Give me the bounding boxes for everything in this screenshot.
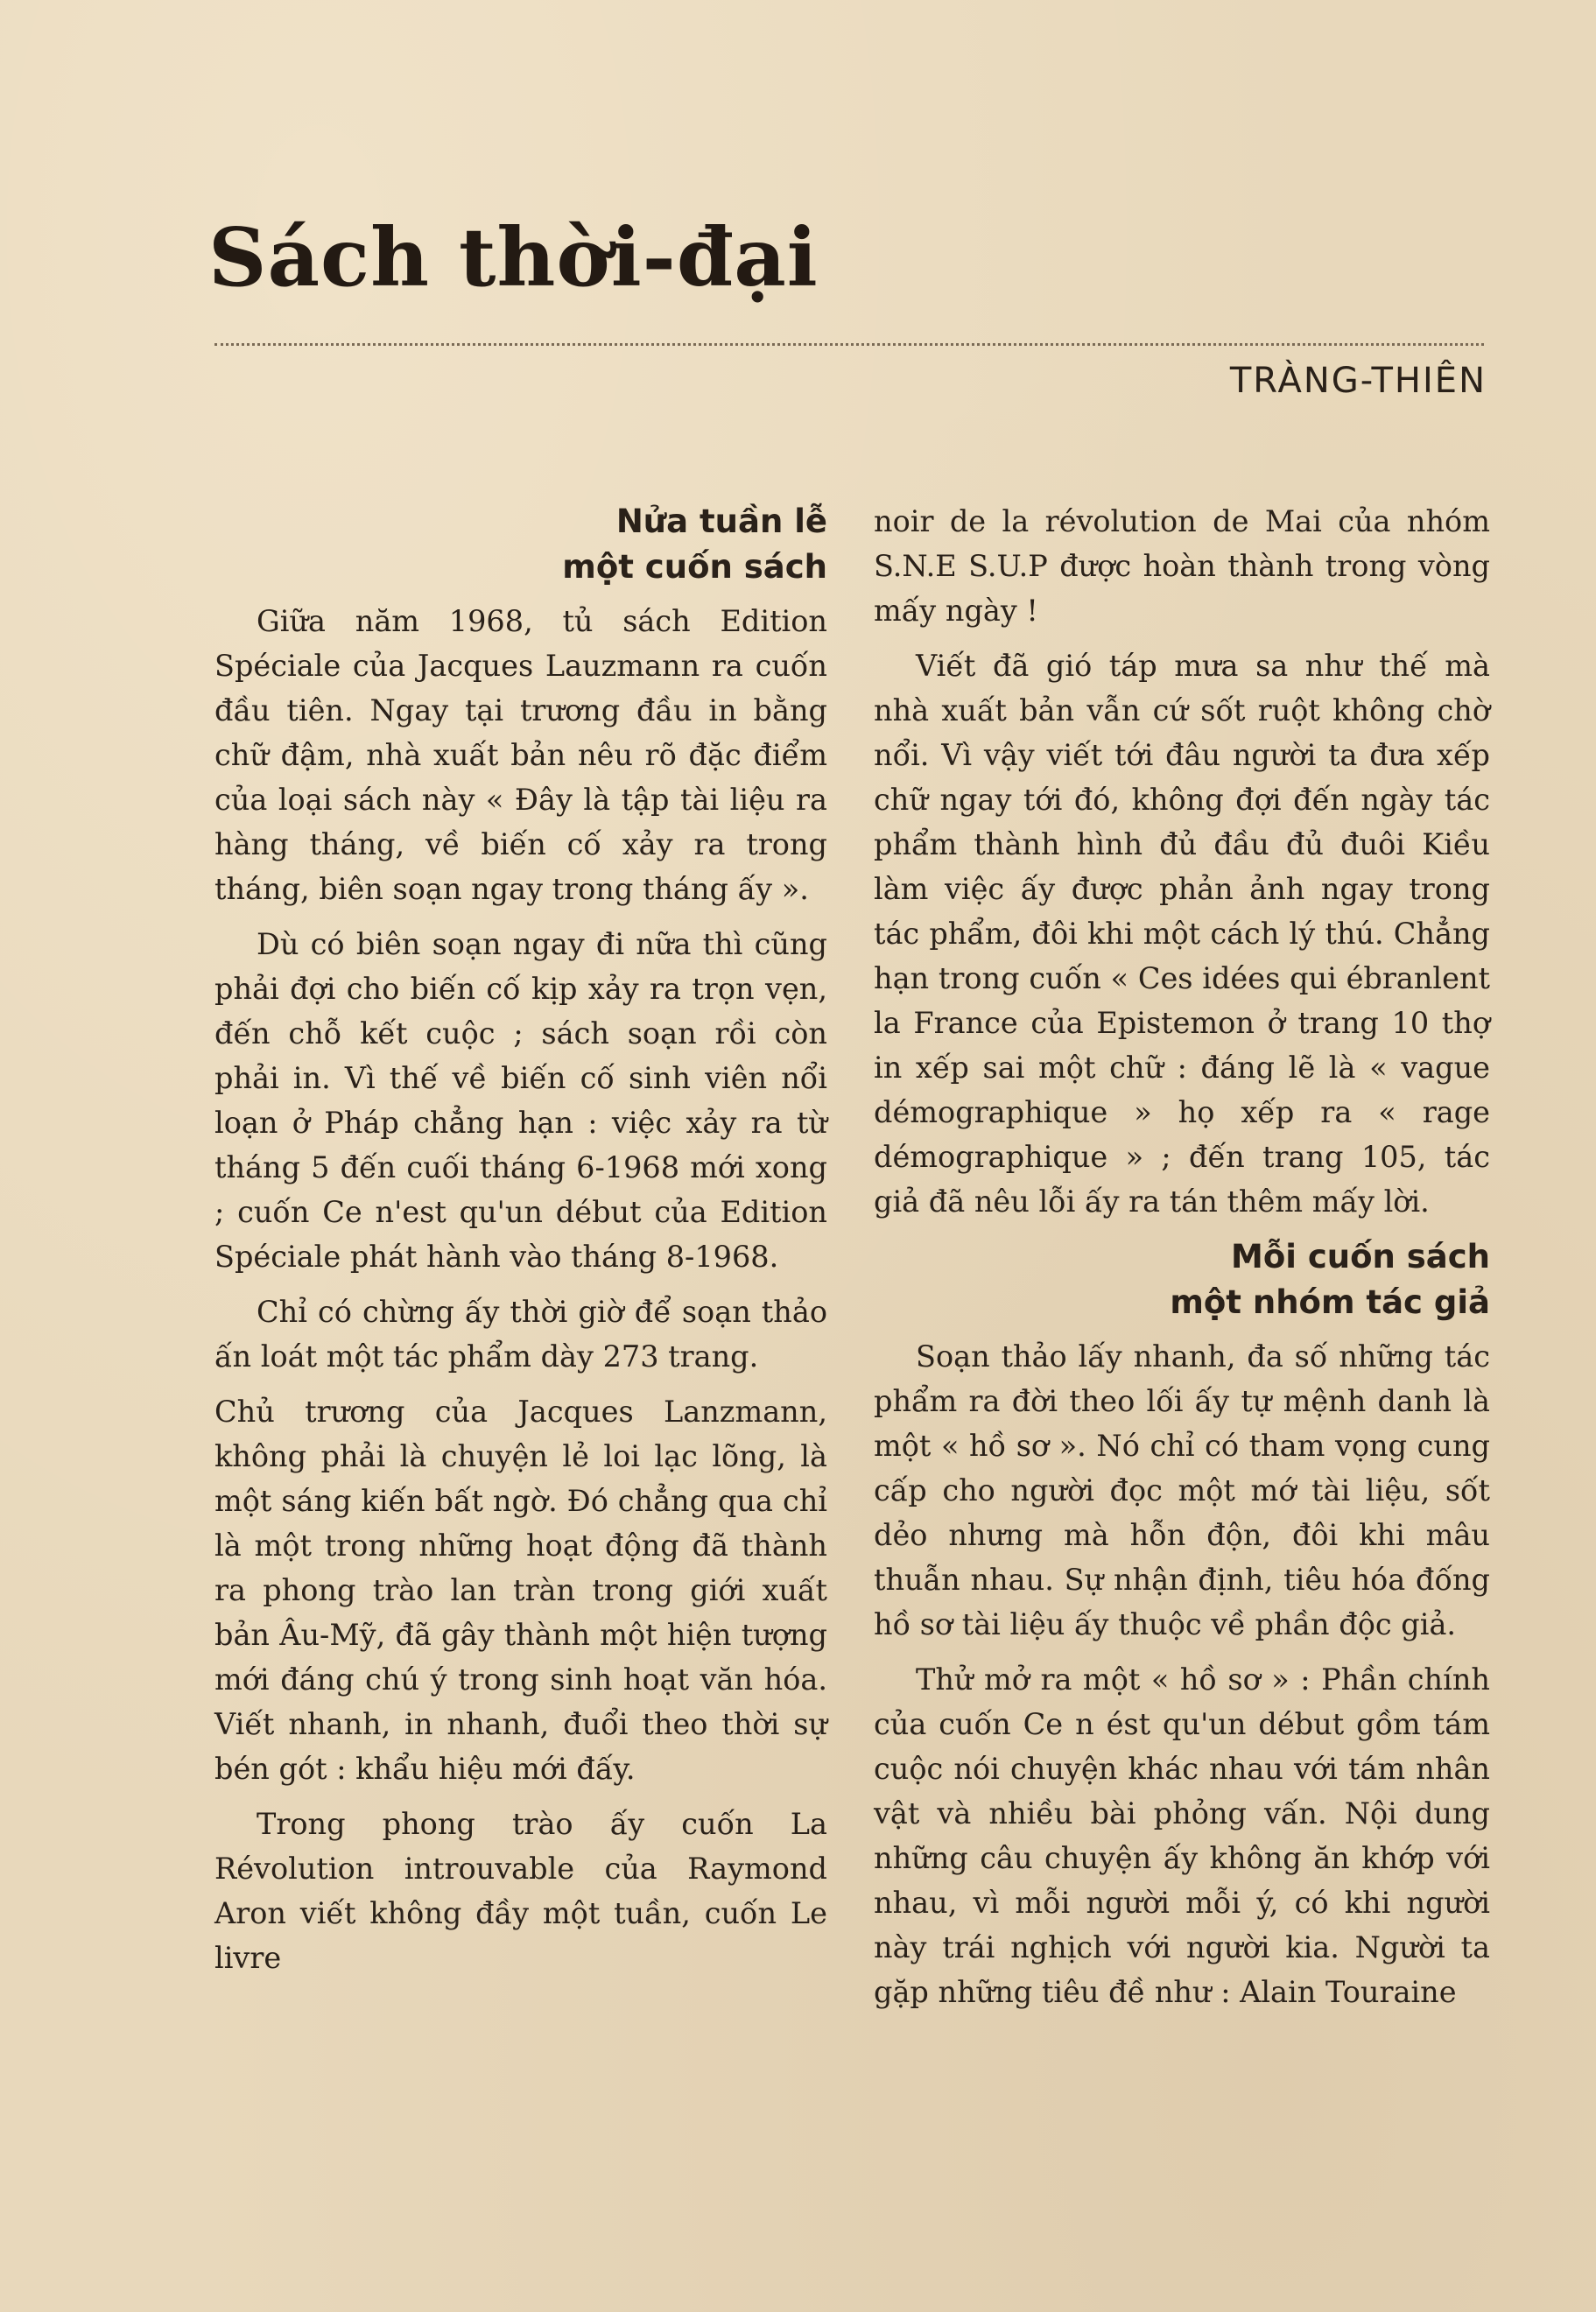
section-heading-1: [214, 499, 827, 590]
heading-line: một nhóm tác giả: [1170, 1283, 1490, 1321]
section-heading-2: [874, 1234, 1490, 1325]
heading-line: Mỗi cuốn sách: [1231, 1238, 1490, 1275]
paragraph: Chủ trương của Jacques Lanzmann, không phải là chuyện lẻ loi lạc lõng, là một sáng kiến bất ngờ. Đó chẳng qua chỉ là một trong những hoạt động đã thành ra phong trào lan tràn trong giới xuất bản Âu-Mỹ, đã gây thành một hiện tượng mới đáng chú ý trong sinh hoạt văn hóa. Viết nhanh, in nhanh, đuổi theo thời sự bén gót : khẩu hiệu mới đấy.: [214, 1395, 827, 1786]
paragraph: Giữa năm 1968, tủ sách Edition Spéciale của Jacques Lauzmann ra cuốn đầu tiên. Ngay tại trương đầu in bằng chữ đậm, nhà xuất bản nêu rõ đặc điểm của loại sách này « Đây là tập tài liệu ra hàng tháng, về biến cố xảy ra trong tháng, biên soạn ngay trong tháng ấy ».: [214, 604, 827, 906]
paragraph: Trong phong trào ấy cuốn La Révolution introuvable của Raymond Aron viết không đầy một tuần, cuốn Le livre: [214, 1807, 827, 1975]
right-column: [874, 499, 1490, 2025]
paragraph: Chỉ có chừng ấy thời giờ để soạn thảo ấn loát một tác phẩm dày 273 trang.: [214, 1295, 827, 1374]
paragraph: Viết đã gió táp mưa sa như thế mà nhà xuất bản vẫn cứ sốt ruột không chờ nổi. Vì vậy viết tới đâu người ta đưa xếp chữ ngay tới đó, không đợi đến ngày tác phẩm thành hình đủ đầu đủ đuôi Kiều làm việc ấy được phản ảnh ngay trong tác phẩm, đôi khi một cách lý thú. Chẳng hạn trong cuốn « Ces idées qui ébranlent la France của Epistemon ở trang 10 thợ in xếp sai một chữ : đáng lẽ là « vague démographique » họ xếp ra « rage démographique » ; đến trang 105, tác giả đã nêu lỗi ấy ra tán thêm mấy lời.: [874, 649, 1490, 1219]
paragraph: noir de la révolution de Mai của nhóm S.N.E S.U.P được hoàn thành trong vòng mấy ngày !: [874, 504, 1490, 628]
heading-line: một cuốn sách: [562, 548, 827, 586]
paragraph: Thử mở ra một « hồ sơ » : Phần chính của cuốn Ce n ést qu'un début gồm tám cuộc nói chuyện khác nhau với tám nhân vật và nhiều bài phỏng vấn. Nội dung những câu chuyện ấy không ăn khớp với nhau, vì mỗi người mỗi ý, có khi người này trái nghịch với người kia. Người ta gặp những tiêu đề như : Alain Touraine: [874, 1662, 1490, 2009]
author-name: TRÀNG-THIÊN: [1229, 361, 1487, 401]
title-divider: [214, 343, 1484, 346]
article-title: Sách thời-đại: [208, 210, 819, 305]
heading-line: Nửa tuần lễ: [615, 502, 827, 540]
paragraph: Soạn thảo lấy nhanh, đa số những tác phẩm ra đời theo lối ấy tự mệnh danh là một « hồ sơ ». Nó chỉ có tham vọng cung cấp cho người đọc một mớ tài liệu, sốt dẻo nhưng mà hỗn độn, đôi khi mâu thuẫn nhau. Sự nhận định, tiêu hóa đống hồ sơ tài liệu ấy thuộc về phần độc giả.: [874, 1339, 1490, 1641]
left-column: [214, 499, 827, 1991]
paragraph: Dù có biên soạn ngay đi nữa thì cũng phải đợi cho biến cố kịp xảy ra trọn vẹn, đến chỗ kết cuộc ; sách soạn rồi còn phải in. Vì thế về biến cố sinh viên nổi loạn ở Pháp chẳng hạn : việc xảy ra từ tháng 5 đến cuối tháng 6-1968 mới xong ; cuốn Ce n'est qu'un début của Edition Spéciale phát hành vào tháng 8-1968.: [214, 927, 827, 1274]
